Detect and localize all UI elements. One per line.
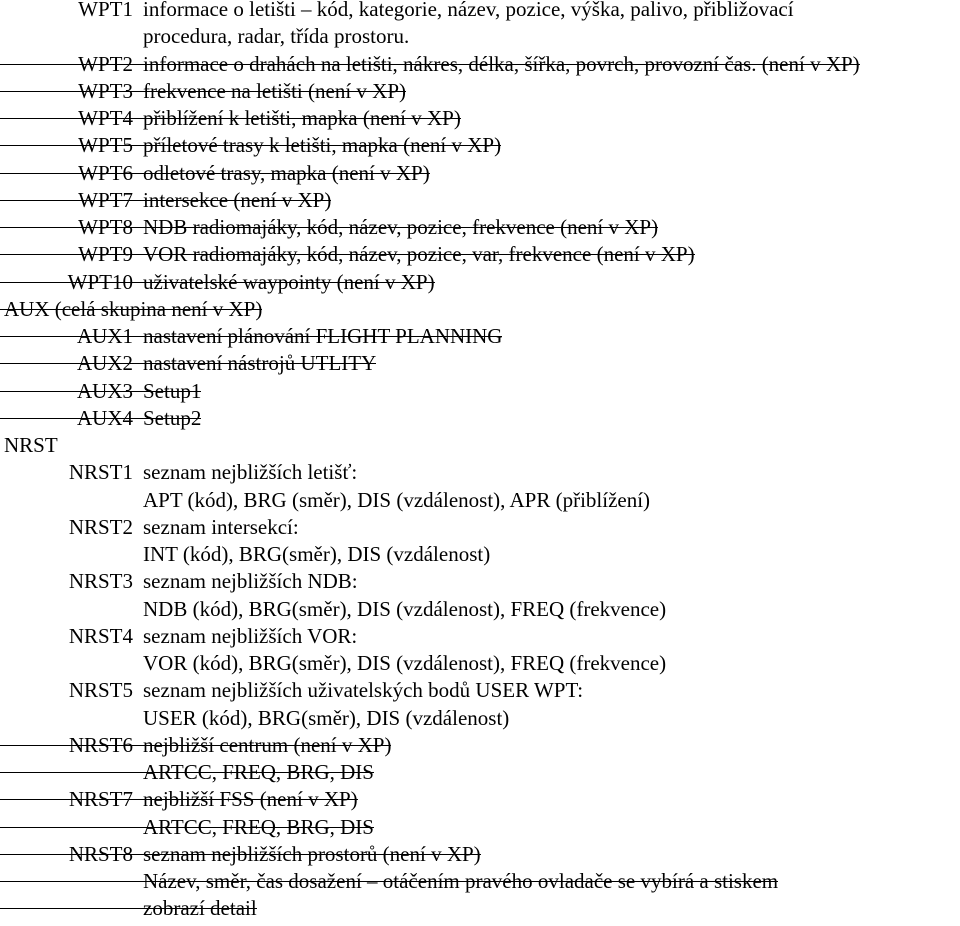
strikethrough-line — [0, 200, 331, 201]
item-description: seznam nejbližších prostorů (není v XP) — [143, 841, 481, 866]
list-item — [0, 841, 960, 868]
strikethrough-line — [0, 64, 860, 65]
item-code: WPT7 — [78, 187, 133, 212]
list-item-continuation — [0, 868, 960, 895]
strikethrough-line — [0, 908, 257, 909]
strikethrough-line — [0, 254, 695, 255]
item-description: frekvence na letišti (není v XP) — [143, 78, 406, 103]
item-code: WPT9 — [78, 242, 133, 267]
item-continuation-text: USER (kód), BRG(směr), DIS (vzdálenost) — [143, 705, 510, 730]
item-code: NRST8 — [68, 841, 133, 866]
list-item — [0, 105, 960, 132]
item-continuation-text: INT (kód), BRG(směr), DIS (vzdálenost) — [143, 542, 491, 566]
list-item — [0, 51, 960, 78]
item-code: NRST2 — [68, 514, 133, 539]
item-code: WPT8 — [78, 215, 133, 239]
item-continuation-text: zobrazí detail — [143, 896, 257, 921]
item-description: seznam intersekcí: — [143, 514, 299, 539]
item-code: WPT4 — [78, 106, 133, 130]
strikethrough-line — [0, 418, 201, 419]
strikethrough-line — [0, 827, 374, 828]
item-continuation-text: ARTCC, FREQ, BRG, DIS — [143, 760, 374, 784]
item-code: WPT3 — [78, 78, 133, 103]
item-description: nejbližší centrum (není v XP) — [143, 732, 392, 757]
section-heading — [0, 296, 960, 323]
strikethrough-line — [0, 145, 501, 146]
strikethrough-line — [0, 772, 374, 773]
strikethrough-line — [0, 854, 481, 855]
list-item — [0, 568, 960, 595]
item-description: odletové trasy, mapka (není v XP) — [143, 160, 430, 185]
item-description: nejbližší FSS (není v XP) — [143, 787, 358, 812]
strikethrough-line — [0, 91, 406, 92]
item-code: AUX3 — [77, 378, 133, 403]
item-code: NRST6 — [68, 732, 133, 757]
item-code: WPT1 — [78, 0, 133, 21]
strikethrough-line — [0, 336, 502, 337]
item-code: AUX1 — [77, 324, 133, 348]
list-item — [0, 214, 960, 241]
list-item — [0, 677, 960, 704]
item-description: informace o drahách na letišti, nákres, délka, šířka, povrch, provozní čas. (není v XP) — [143, 51, 860, 76]
section-heading — [0, 432, 960, 459]
list-item-continuation — [0, 759, 960, 786]
strikethrough-line — [0, 173, 430, 174]
item-description: Setup2 — [143, 405, 202, 430]
item-continuation-text: APT (kód), BRG (směr), DIS (vzdálenost), APR (přiblížení) — [143, 487, 651, 512]
strikethrough-line — [0, 881, 778, 882]
list-item — [0, 132, 960, 159]
item-code: NRST3 — [68, 569, 133, 594]
item-code: AUX4 — [77, 405, 133, 430]
item-code: WPT5 — [78, 133, 133, 158]
item-description: seznam nejbližších NDB: — [143, 569, 358, 594]
item-description: uživatelské waypointy (není v XP) — [143, 269, 435, 294]
item-code: NRST5 — [68, 678, 133, 703]
list-item — [0, 786, 960, 813]
item-description: NDB radiomajáky, kód, název, pozice, frekvence (není v XP) — [143, 215, 659, 239]
item-continuation-text: VOR (kód), BRG(směr), DIS (vzdálenost), FREQ (frekvence) — [143, 651, 667, 675]
section-heading-label: AUX (celá skupina není v XP) — [4, 296, 263, 321]
item-continuation-text: procedura, radar, třída prostoru. — [143, 24, 410, 49]
item-description: intersekce (není v XP) — [143, 187, 332, 212]
list-item-continuation — [0, 541, 960, 568]
list-item — [0, 459, 960, 486]
item-description: příletové trasy k letišti, mapka (není v XP) — [143, 133, 502, 158]
strikethrough-line — [0, 363, 376, 364]
strikethrough-line — [0, 391, 201, 392]
list-item — [0, 187, 960, 214]
item-code: NRST1 — [68, 460, 133, 485]
list-item-continuation — [0, 814, 960, 841]
list-item — [0, 514, 960, 541]
list-item-continuation — [0, 596, 960, 623]
list-item — [0, 378, 960, 405]
list-item-continuation — [0, 895, 960, 922]
section-heading-label: NRST — [4, 433, 58, 457]
item-code: WPT2 — [78, 51, 133, 76]
item-code: AUX2 — [77, 351, 133, 376]
item-continuation-text: NDB (kód), BRG(směr), DIS (vzdálenost), FREQ (frekvence) — [143, 596, 667, 621]
strikethrough-line — [0, 118, 461, 119]
item-code: WPT10 — [67, 269, 133, 294]
item-description: informace o letišti – kód, kategorie, název, pozice, výška, palivo, přibližovací — [143, 0, 794, 21]
list-item — [0, 323, 960, 350]
list-item — [0, 160, 960, 187]
list-item-continuation — [0, 705, 960, 732]
item-description: seznam nejbližších uživatelských bodů USER WPT: — [143, 678, 584, 703]
strikethrough-line — [0, 745, 391, 746]
strikethrough-line — [0, 309, 262, 310]
item-code: WPT6 — [78, 160, 133, 185]
strikethrough-line — [0, 799, 358, 800]
item-description: VOR radiomajáky, kód, název, pozice, var, frekvence (není v XP) — [143, 242, 695, 267]
list-item-continuation — [0, 650, 960, 677]
item-code: NRST7 — [68, 787, 133, 812]
strikethrough-line — [0, 282, 435, 283]
item-continuation-text: Název, směr, čas dosažení – otáčením pravého ovladače se vybírá a stiskem — [143, 869, 779, 893]
item-description: přiblížení k letišti, mapka (není v XP) — [143, 106, 461, 130]
list-item — [0, 269, 960, 296]
item-description: seznam nejbližších letišť: — [143, 460, 358, 485]
item-description: nastavení nástrojů UTLITY — [143, 351, 377, 376]
item-description: seznam nejbližších VOR: — [143, 623, 358, 648]
item-description: nastavení plánování FLIGHT PLANNING — [143, 324, 503, 348]
list-item-continuation — [0, 487, 960, 514]
item-code: NRST4 — [68, 623, 133, 648]
list-item — [0, 241, 960, 268]
list-item — [0, 405, 960, 432]
strikethrough-line — [0, 227, 658, 228]
list-item — [0, 0, 960, 23]
list-item — [0, 78, 960, 105]
item-continuation-text: ARTCC, FREQ, BRG, DIS — [143, 814, 374, 839]
item-description: Setup1 — [143, 378, 202, 403]
list-item — [0, 732, 960, 759]
list-item — [0, 350, 960, 377]
list-item-continuation — [0, 23, 960, 50]
list-item — [0, 623, 960, 650]
